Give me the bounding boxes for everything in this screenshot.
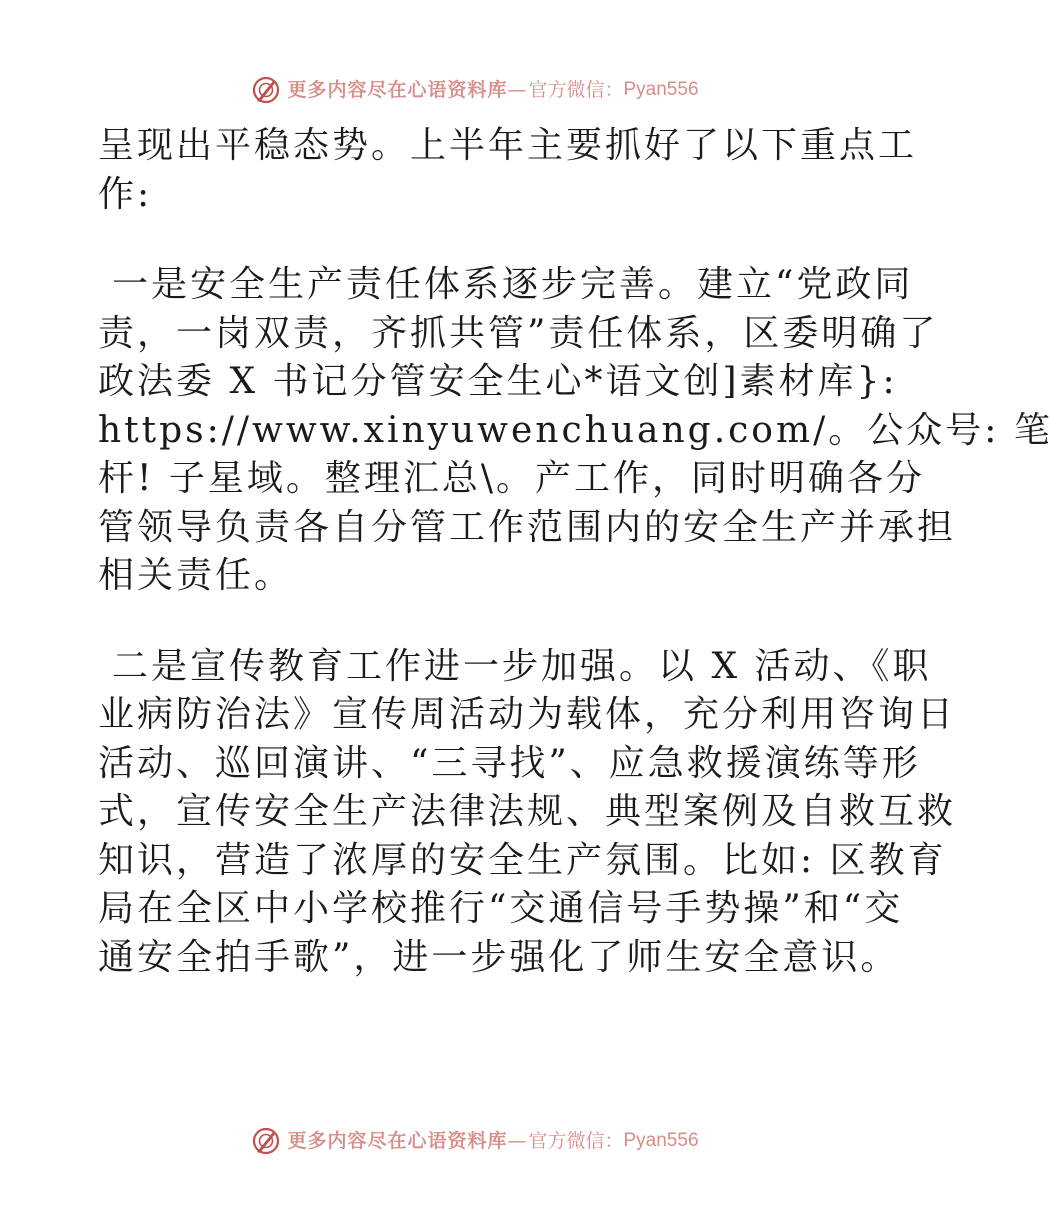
text-line: 活动、巡回演讲、“三寻找”、应急救援演练等形 (98, 742, 921, 784)
text-line: 局在全区中小学校推行“交通信号手势操”和“交 (98, 888, 904, 929)
banner-wechat-label: 官方微信： (528, 1130, 624, 1152)
footer-watermark-banner (0, 1126, 950, 1156)
quill-logo-icon (251, 1126, 281, 1156)
paragraph-publicity (98, 643, 957, 983)
document-body (98, 122, 1053, 982)
banner-brand-text: 更多内容尽在心语资料库 (287, 1130, 508, 1152)
text-line: 式，宣传安全生产法律法规、典型案例及自救互救 (98, 791, 957, 832)
text-line: 通安全拍手歌”，进一步强化了师生安全意识。 (98, 936, 900, 978)
text-line: 呈现出平稳态势。上半年主要抓好了以下重点工 (98, 125, 918, 166)
banner-wechat-label: 官方微信： (528, 79, 624, 101)
text-line: 政法委 X 书记分管安全生心*语文创]素材库}: (98, 361, 898, 402)
text-line: 业病防治法》宣传周活动为载体，充分利用咨询日 (98, 694, 957, 735)
paragraph-responsibility (98, 261, 1053, 601)
text-line: 作: (98, 173, 153, 215)
text-line: 杆! 子星域。整理汇总\。产工作，同时明确各分 (98, 458, 926, 499)
paragraph-intro (98, 122, 918, 219)
text-line: 二是宣传教育工作进一步加强。以 X 活动、《职 (112, 645, 932, 687)
banner-dash: — (507, 1130, 527, 1152)
header-watermark-banner (0, 75, 950, 105)
banner-brand-text: 更多内容尽在心语资料库 (287, 79, 508, 101)
text-line: 相关责任。 (98, 555, 294, 596)
text-line: 责，一岗双责，齐抓共管”责任体系，区委明确了 (98, 312, 939, 354)
text-line: 管领导负责各自分管工作范围内的安全生产并承担 (98, 506, 957, 548)
quill-logo-icon (251, 75, 281, 105)
banner-dash: — (507, 79, 527, 101)
text-line: 一是安全生产责任体系逐步完善。建立“党政同 (112, 264, 914, 305)
banner-wechat-handle: Pyan556 (623, 1130, 699, 1151)
banner-wechat-handle: Pyan556 (623, 79, 699, 100)
text-line: 知识，营造了浓厚的安全生产氛围。比如: 区教育 (98, 839, 947, 881)
text-line: https://www.xinyuwenchuang.com/。公众号: 笔 (98, 409, 1053, 451)
